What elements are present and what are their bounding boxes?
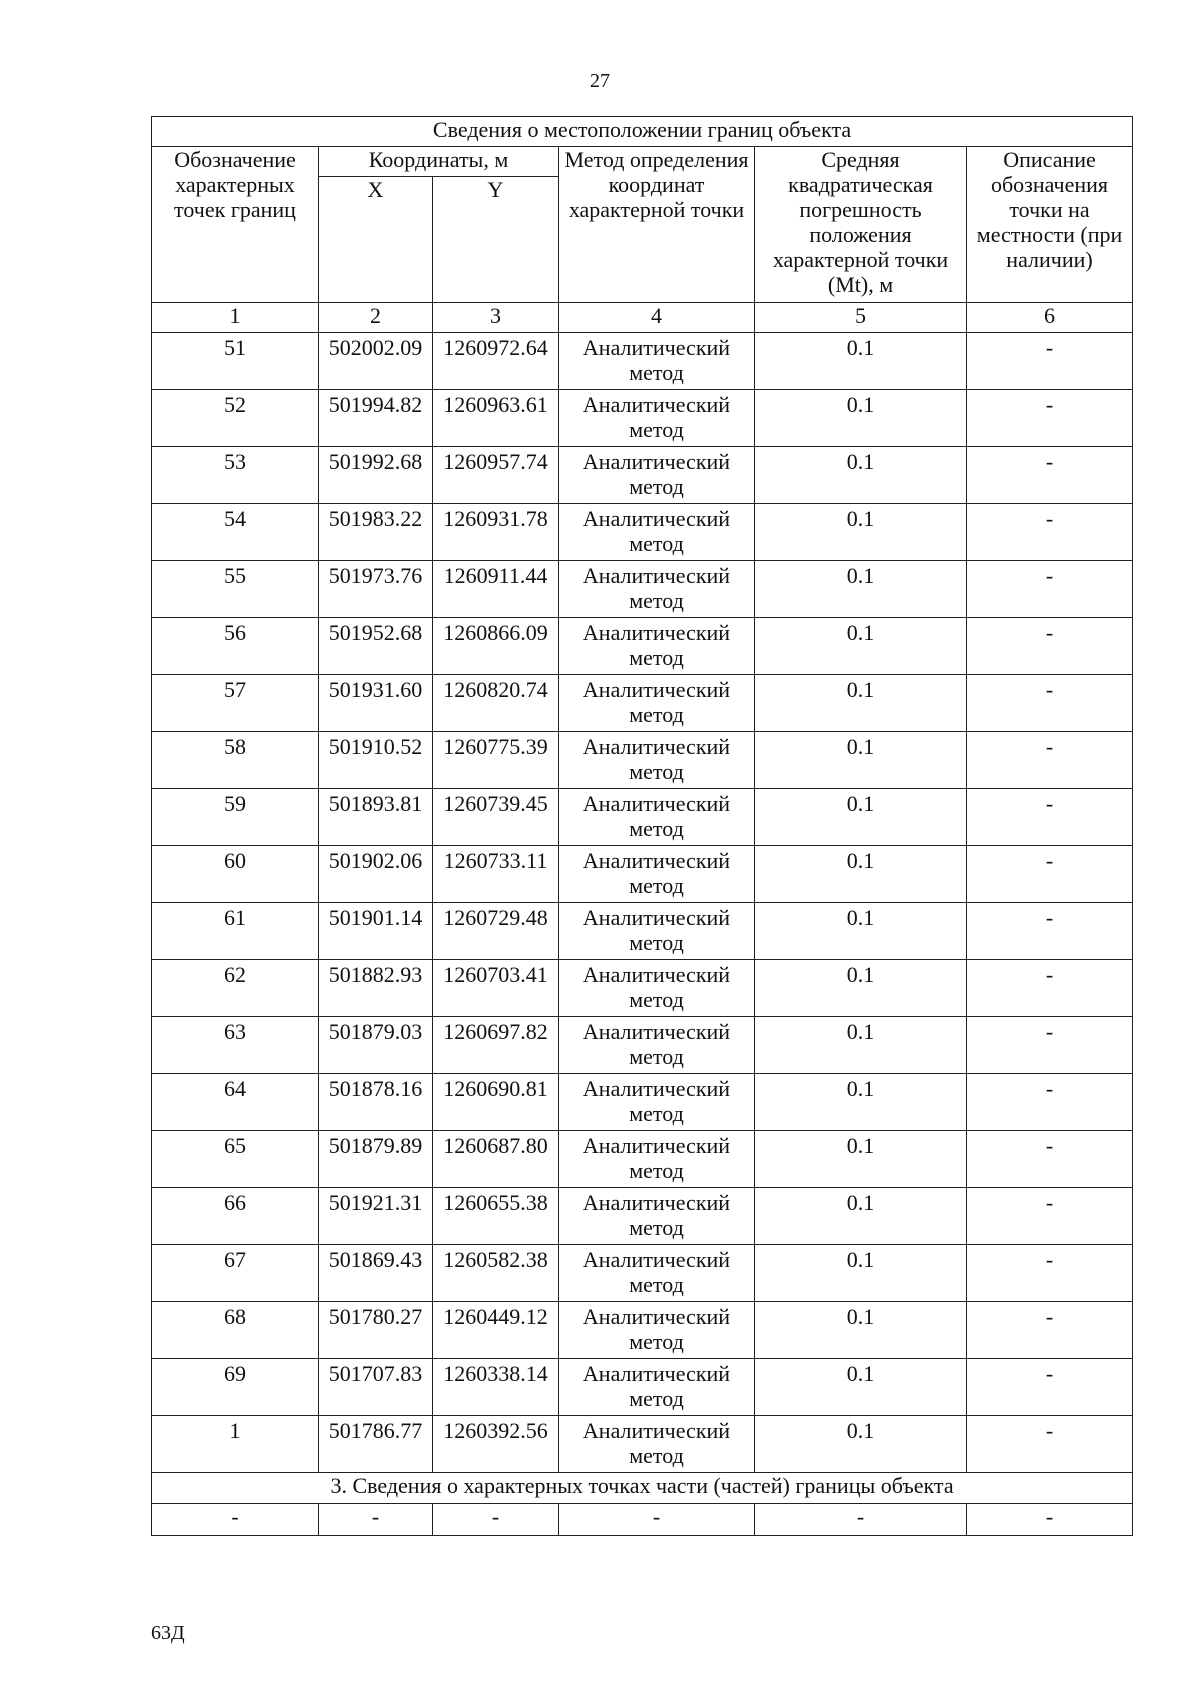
cell-y: 1260582.38 <box>433 1245 559 1302</box>
cell-error: 0.1 <box>755 1074 967 1131</box>
table-row <box>152 1074 1133 1131</box>
cell-point: 52 <box>152 390 319 447</box>
cell-description: - <box>967 1074 1133 1131</box>
cell-method: Аналитический метод <box>559 1416 755 1473</box>
table-row <box>152 960 1133 1017</box>
cell-method: Аналитический метод <box>559 1074 755 1131</box>
cell-x: 501910.52 <box>319 732 433 789</box>
cell-point: 64 <box>152 1074 319 1131</box>
cell-method: Аналитический метод <box>559 1359 755 1416</box>
empty-cell: - <box>967 1504 1133 1536</box>
cell-error: 0.1 <box>755 732 967 789</box>
cell-description: - <box>967 960 1133 1017</box>
cell-error: 0.1 <box>755 504 967 561</box>
cell-x: 501878.16 <box>319 1074 433 1131</box>
cell-error: 0.1 <box>755 561 967 618</box>
cell-method: Аналитический метод <box>559 1017 755 1074</box>
table-row <box>152 846 1133 903</box>
header-description: Описание обозначения точки на местности (при наличии) <box>967 147 1133 303</box>
cell-x: 501952.68 <box>319 618 433 675</box>
cell-point: 65 <box>152 1131 319 1188</box>
cell-description: - <box>967 447 1133 504</box>
table-row <box>152 1017 1133 1074</box>
table-row <box>152 390 1133 447</box>
cell-x: 502002.09 <box>319 333 433 390</box>
column-number: 4 <box>559 303 755 333</box>
cell-point: 68 <box>152 1302 319 1359</box>
section-3-empty-row <box>152 1504 1133 1536</box>
table-row <box>152 1359 1133 1416</box>
column-number: 1 <box>152 303 319 333</box>
cell-x: 501931.60 <box>319 675 433 732</box>
cell-x: 501893.81 <box>319 789 433 846</box>
cell-y: 1260972.64 <box>433 333 559 390</box>
cell-error: 0.1 <box>755 846 967 903</box>
cell-y: 1260449.12 <box>433 1302 559 1359</box>
table-row <box>152 447 1133 504</box>
cell-y: 1260963.61 <box>433 390 559 447</box>
cell-method: Аналитический метод <box>559 1245 755 1302</box>
cell-y: 1260687.80 <box>433 1131 559 1188</box>
cell-y: 1260338.14 <box>433 1359 559 1416</box>
cell-point: 1 <box>152 1416 319 1473</box>
cell-description: - <box>967 846 1133 903</box>
cell-point: 62 <box>152 960 319 1017</box>
cell-y: 1260911.44 <box>433 561 559 618</box>
cell-description: - <box>967 1017 1133 1074</box>
cell-x: 501983.22 <box>319 504 433 561</box>
header-error: Средняя квадратическая погрешность положения характерной точки (Mt), м <box>755 147 967 303</box>
cell-method: Аналитический метод <box>559 333 755 390</box>
cell-method: Аналитический метод <box>559 447 755 504</box>
empty-cell: - <box>559 1504 755 1536</box>
cell-y: 1260739.45 <box>433 789 559 846</box>
column-number: 3 <box>433 303 559 333</box>
cell-x: 501780.27 <box>319 1302 433 1359</box>
cell-description: - <box>967 390 1133 447</box>
cell-point: 66 <box>152 1188 319 1245</box>
cell-y: 1260931.78 <box>433 504 559 561</box>
cell-description: - <box>967 618 1133 675</box>
cell-error: 0.1 <box>755 1416 967 1473</box>
document-code: 63Д <box>151 1622 185 1644</box>
cell-point: 56 <box>152 618 319 675</box>
empty-cell: - <box>152 1504 319 1536</box>
empty-cell: - <box>319 1504 433 1536</box>
table-row <box>152 1188 1133 1245</box>
cell-description: - <box>967 333 1133 390</box>
table-row <box>152 1131 1133 1188</box>
table-row <box>152 1302 1133 1359</box>
cell-description: - <box>967 1416 1133 1473</box>
table-row <box>152 675 1133 732</box>
cell-description: - <box>967 675 1133 732</box>
column-number: 5 <box>755 303 967 333</box>
cell-method: Аналитический метод <box>559 846 755 903</box>
cell-description: - <box>967 1245 1133 1302</box>
table-row <box>152 789 1133 846</box>
cell-description: - <box>967 1131 1133 1188</box>
cell-y: 1260775.39 <box>433 732 559 789</box>
empty-cell: - <box>755 1504 967 1536</box>
cell-description: - <box>967 504 1133 561</box>
cell-description: - <box>967 1188 1133 1245</box>
cell-error: 0.1 <box>755 903 967 960</box>
cell-error: 0.1 <box>755 333 967 390</box>
cell-error: 0.1 <box>755 390 967 447</box>
cell-point: 63 <box>152 1017 319 1074</box>
cell-x: 501992.68 <box>319 447 433 504</box>
cell-method: Аналитический метод <box>559 960 755 1017</box>
cell-x: 501869.43 <box>319 1245 433 1302</box>
cell-point: 53 <box>152 447 319 504</box>
cell-error: 0.1 <box>755 1302 967 1359</box>
table-row <box>152 504 1133 561</box>
header-coords: Координаты, м <box>319 147 559 177</box>
page-number: 27 <box>590 70 610 92</box>
cell-point: 59 <box>152 789 319 846</box>
boundary-coordinates-table <box>151 116 1133 1536</box>
cell-description: - <box>967 903 1133 960</box>
cell-x: 501882.93 <box>319 960 433 1017</box>
header-x: X <box>319 177 433 303</box>
cell-error: 0.1 <box>755 1245 967 1302</box>
cell-error: 0.1 <box>755 789 967 846</box>
cell-x: 501707.83 <box>319 1359 433 1416</box>
cell-x: 501786.77 <box>319 1416 433 1473</box>
empty-cell: - <box>433 1504 559 1536</box>
column-number-row <box>152 303 1133 333</box>
cell-method: Аналитический метод <box>559 504 755 561</box>
cell-point: 54 <box>152 504 319 561</box>
cell-y: 1260697.82 <box>433 1017 559 1074</box>
cell-error: 0.1 <box>755 1188 967 1245</box>
header-y: Y <box>433 177 559 303</box>
header-method: Метод определения координат характерной точки <box>559 147 755 303</box>
cell-method: Аналитический метод <box>559 1131 755 1188</box>
table-row <box>152 903 1133 960</box>
cell-error: 0.1 <box>755 1017 967 1074</box>
cell-method: Аналитический метод <box>559 390 755 447</box>
cell-x: 501902.06 <box>319 846 433 903</box>
cell-method: Аналитический метод <box>559 618 755 675</box>
cell-error: 0.1 <box>755 447 967 504</box>
table-row <box>152 1245 1133 1302</box>
cell-x: 501879.89 <box>319 1131 433 1188</box>
cell-method: Аналитический метод <box>559 561 755 618</box>
cell-error: 0.1 <box>755 1131 967 1188</box>
table-row <box>152 561 1133 618</box>
cell-method: Аналитический метод <box>559 1188 755 1245</box>
table-row <box>152 618 1133 675</box>
cell-y: 1260733.11 <box>433 846 559 903</box>
table-title: Сведения о местоположении границ объекта <box>152 117 1133 147</box>
column-number: 2 <box>319 303 433 333</box>
cell-method: Аналитический метод <box>559 675 755 732</box>
cell-point: 55 <box>152 561 319 618</box>
cell-error: 0.1 <box>755 675 967 732</box>
column-number: 6 <box>967 303 1133 333</box>
cell-y: 1260820.74 <box>433 675 559 732</box>
cell-y: 1260866.09 <box>433 618 559 675</box>
cell-error: 0.1 <box>755 960 967 1017</box>
cell-x: 501921.31 <box>319 1188 433 1245</box>
cell-x: 501994.82 <box>319 390 433 447</box>
cell-point: 69 <box>152 1359 319 1416</box>
cell-point: 51 <box>152 333 319 390</box>
cell-point: 67 <box>152 1245 319 1302</box>
table-row <box>152 1416 1133 1473</box>
cell-description: - <box>967 1302 1133 1359</box>
cell-y: 1260729.48 <box>433 903 559 960</box>
cell-y: 1260392.56 <box>433 1416 559 1473</box>
cell-method: Аналитический метод <box>559 903 755 960</box>
cell-description: - <box>967 1359 1133 1416</box>
cell-point: 57 <box>152 675 319 732</box>
cell-y: 1260690.81 <box>433 1074 559 1131</box>
cell-description: - <box>967 732 1133 789</box>
cell-y: 1260703.41 <box>433 960 559 1017</box>
cell-description: - <box>967 561 1133 618</box>
cell-error: 0.1 <box>755 1359 967 1416</box>
table-row <box>152 333 1133 390</box>
cell-point: 58 <box>152 732 319 789</box>
header-point: Обозначение характерных точек границ <box>152 147 319 303</box>
cell-x: 501879.03 <box>319 1017 433 1074</box>
cell-description: - <box>967 789 1133 846</box>
cell-x: 501901.14 <box>319 903 433 960</box>
cell-method: Аналитический метод <box>559 789 755 846</box>
cell-y: 1260655.38 <box>433 1188 559 1245</box>
cell-error: 0.1 <box>755 618 967 675</box>
cell-method: Аналитический метод <box>559 1302 755 1359</box>
cell-method: Аналитический метод <box>559 732 755 789</box>
cell-point: 60 <box>152 846 319 903</box>
cell-point: 61 <box>152 903 319 960</box>
cell-y: 1260957.74 <box>433 447 559 504</box>
cell-x: 501973.76 <box>319 561 433 618</box>
table-row <box>152 732 1133 789</box>
section-3-title: 3. Сведения о характерных точках части (частей) границы объекта <box>152 1473 1133 1504</box>
